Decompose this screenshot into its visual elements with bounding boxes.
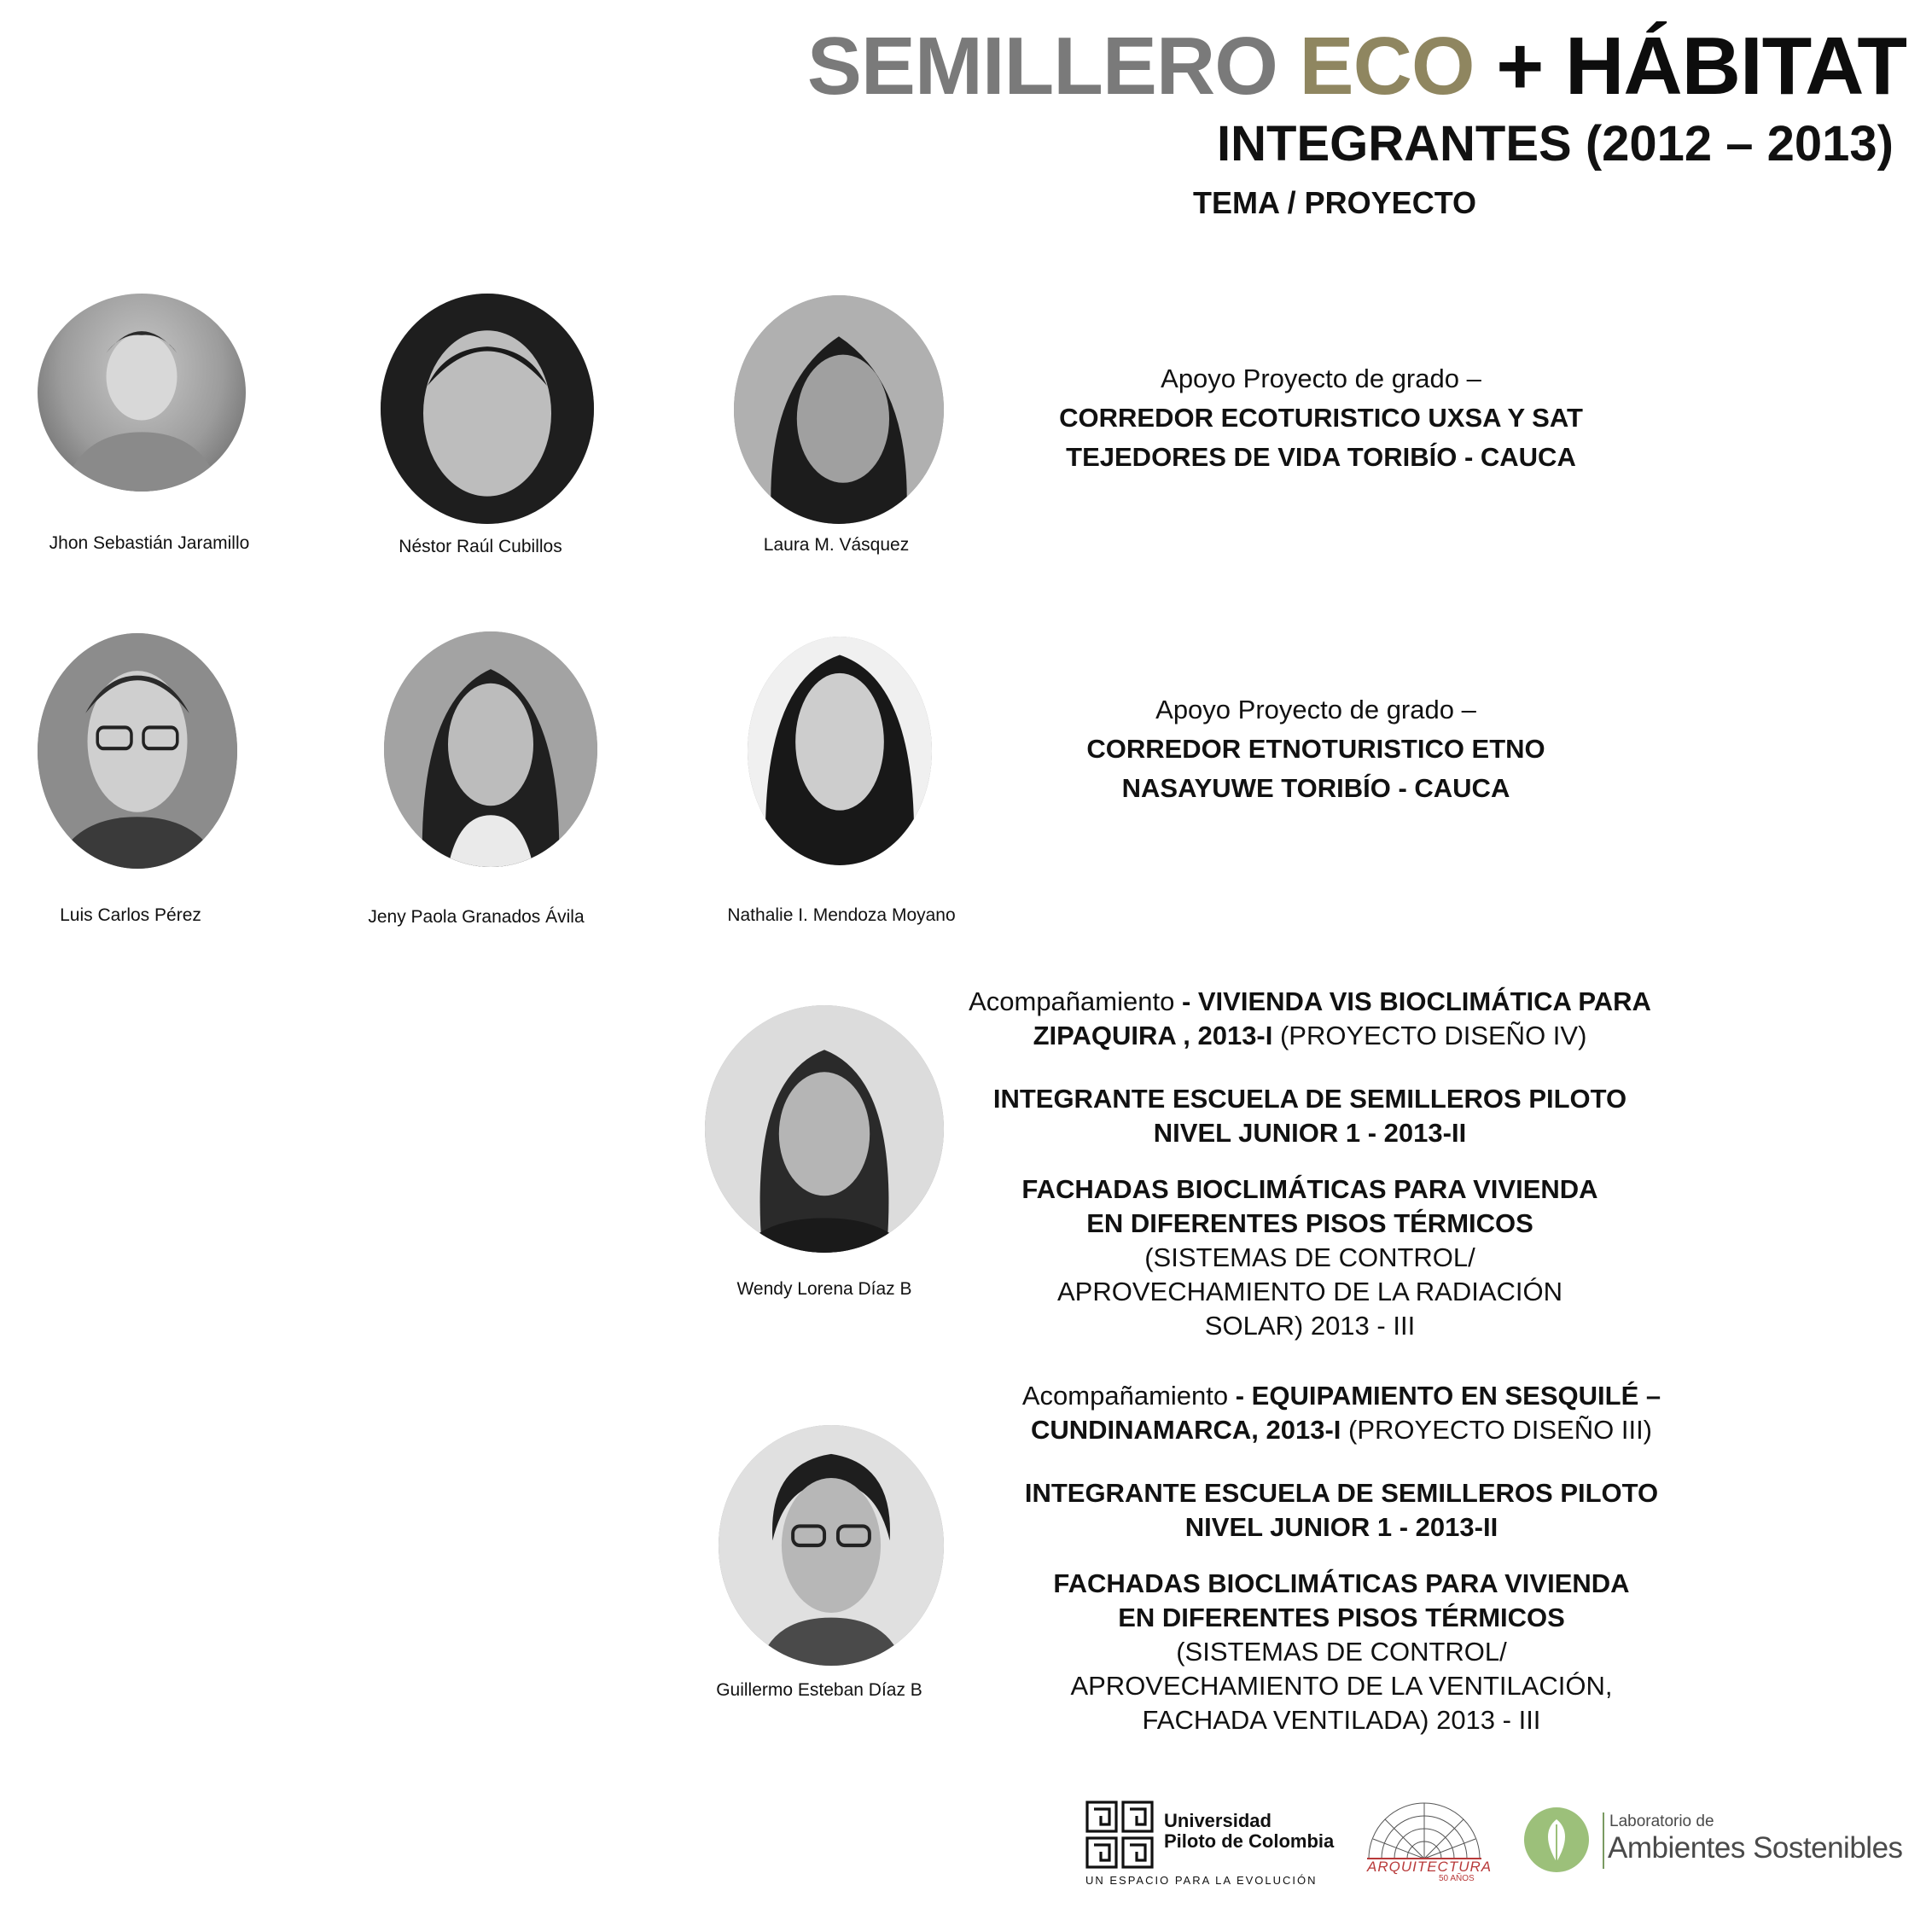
title-eco: ECO [1299,20,1475,112]
title-semillero: SEMILLERO [806,20,1277,112]
arquitectura-text: ARQUITECTURA [1367,1859,1493,1875]
project-line: FACHADA VENTILADA) 2013 - III [1142,1705,1541,1735]
project-line: Apoyo Proyecto de grado – [1161,364,1481,393]
portrait-silhouette-icon [734,295,944,524]
arquitectura-years: 50 AÑOS [1439,1874,1475,1883]
project-text-normal: (PROYECTO DISEÑO IV) [1279,1021,1587,1050]
portrait-silhouette-icon [38,294,246,492]
project-text-bold: - EQUIPAMIENTO EN SESQUILÉ – [1228,1381,1661,1411]
member-name: Nathalie I. Mendoza Moyano [727,905,956,925]
project-block-1 [1059,362,1583,474]
project-line: NIVEL JUNIOR 1 - 2013-II [1184,1512,1498,1542]
laboratorio-ambientes-logo [1524,1807,1903,1876]
column-heading-tema: TEMA / PROYECTO [1193,185,1477,220]
leaf-icon [1524,1807,1589,1872]
universidad-piloto-logo [1085,1801,1333,1886]
project-line: (SISTEMAS DE CONTROL/ [1176,1637,1507,1667]
upc-name-line2: Piloto de Colombia [1164,1830,1335,1852]
project-line: INTEGRANTE ESCUELA DE SEMILLEROS PILOTO [992,1084,1627,1114]
member-name: Laura M. Vásquez [763,535,910,555]
member-photo [705,1005,944,1253]
upc-maze-icon [1085,1801,1154,1869]
project-line: TEJEDORES DE VIDA TORIBÍO - CAUCA [1066,442,1576,472]
project-line: FACHADAS BIOCLIMÁTICAS PARA VIVIENDA [1053,1568,1630,1598]
project-line: EN DIFERENTES PISOS TÉRMICOS [1118,1603,1565,1632]
project-line: INTEGRANTE ESCUELA DE SEMILLEROS PILOTO [1024,1478,1659,1508]
arquitectura-arc-icon [1360,1792,1488,1860]
lab-line2: Ambientes Sostenibles [1608,1831,1903,1865]
project-line: SOLAR) 2013 - III [1204,1311,1416,1341]
upc-name-line1: Universidad [1164,1810,1272,1831]
portrait-silhouette-icon [748,637,932,865]
portrait-silhouette-icon [705,1005,944,1253]
project-text-normal: Acompañamiento [969,986,1175,1016]
member-photo [719,1425,944,1666]
member-photo [38,294,246,492]
project-line: NASAYUWE TORIBÍO - CAUCA [1121,773,1510,803]
portrait-silhouette-icon [384,631,597,867]
member-photo [381,294,594,524]
portrait-silhouette-icon [38,633,237,869]
project-line [1022,1379,1661,1413]
lab-line1: Laboratorio de [1609,1812,1714,1830]
project-text-bold: CUNDINAMARCA, 2013-I [1030,1415,1341,1445]
member-name: Guillermo Esteban Díaz B [716,1680,922,1700]
member-name: Jeny Paola Granados Ávila [368,907,585,927]
page-subtitle: INTEGRANTES (2012 – 2013) [1217,116,1894,172]
project-text-bold: ZIPAQUIRA , 2013-I [1033,1021,1280,1050]
member-photo [748,637,932,865]
project-line [969,985,1651,1019]
member-name: Luis Carlos Pérez [60,905,201,925]
project-line: EN DIFERENTES PISOS TÉRMICOS [1086,1208,1533,1238]
project-line [1022,1413,1661,1447]
upc-tagline: UN ESPACIO PARA LA EVOLUCIÓN [1085,1874,1318,1887]
member-photo [734,295,944,524]
arquitectura-50-logo [1360,1792,1493,1886]
project-line: NIVEL JUNIOR 1 - 2013-II [1153,1118,1467,1148]
project-line: APROVECHAMIENTO DE LA RADIACIÓN [1057,1277,1562,1306]
project-text-bold: - VIVIENDA VIS BIOCLIMÁTICA PARA [1174,986,1651,1016]
project-line: CORREDOR ECOTURISTICO UXSA Y SAT [1059,403,1583,433]
project-line [969,1019,1651,1053]
project-text-normal: (PROYECTO DISEÑO III) [1341,1415,1653,1445]
project-line: (SISTEMAS DE CONTROL/ [1144,1242,1475,1272]
project-line: APROVECHAMIENTO DE LA VENTILACIÓN, [1070,1671,1613,1701]
member-photo [384,631,597,867]
logo-divider [1603,1812,1604,1869]
member-name: Jhon Sebastián Jaramillo [49,533,250,553]
title-habitat: + HÁBITAT [1496,20,1906,112]
project-block-2 [1086,693,1545,806]
member-name: Wendy Lorena Díaz B [736,1279,912,1299]
portrait-silhouette-icon [719,1425,944,1666]
project-block-4 [1022,1379,1661,1737]
project-line: CORREDOR ETNOTURISTICO ETNO [1086,734,1545,764]
project-block-3 [969,985,1651,1343]
member-photo [38,633,237,869]
upc-name [1164,1811,1334,1852]
portrait-silhouette-icon [381,294,594,524]
member-name: Néstor Raúl Cubillos [399,537,562,556]
page-title [806,20,1906,112]
project-line: Apoyo Proyecto de grado – [1155,695,1476,724]
project-text-normal: Acompañamiento [1021,1381,1229,1411]
project-line: FACHADAS BIOCLIMÁTICAS PARA VIVIENDA [1021,1174,1598,1204]
